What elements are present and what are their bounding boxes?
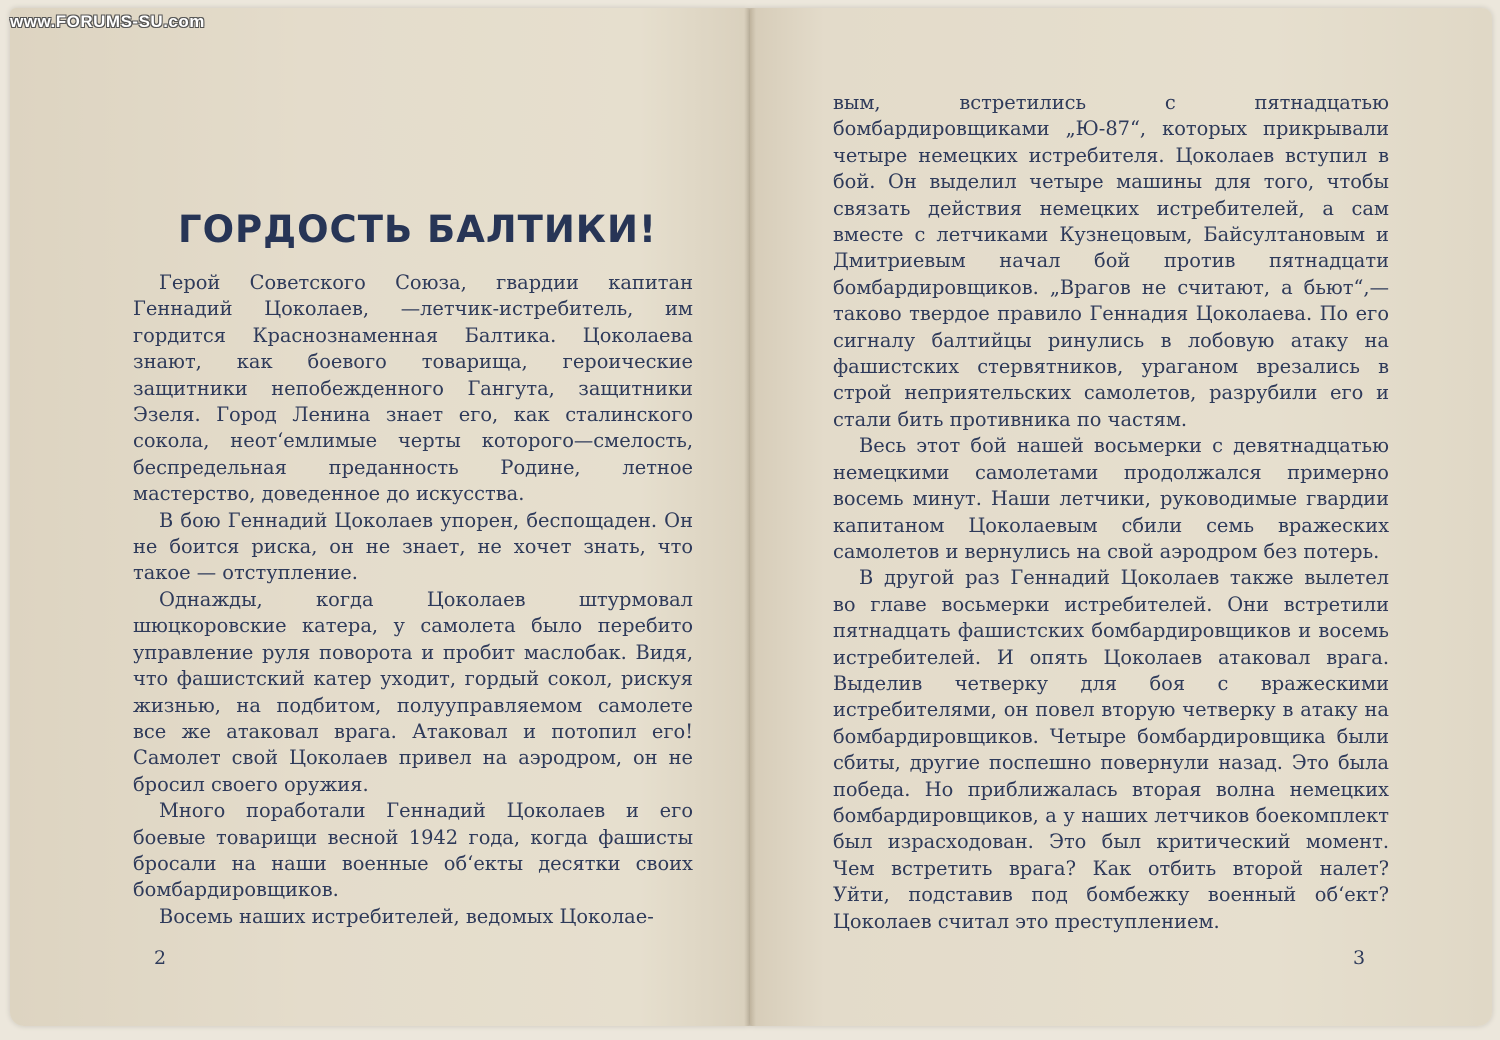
paragraph: В другой раз Геннадий Цоколаев также вылетел во главе восьмерки истребителей. Они встретили пятнадцать фашистских бомбардировщиков и восемь истребителей. И опять Цоколаев атаковал врага. Выделив четверку для боя с вражескими истребителями, он повел вторую четверку в атаку на бомбардировщиков. Четыре бомбардировщика были сбиты, другие поспешно повернули назад. Это была победа. Но приближалась вторая волна немецких бомбардировщиков, а у наших летчиков боекомплект был израсходован. Это был критический момент. Чем встретить врага? Как отбить второй налет? Уйти, подставив под бомбежку военный об‘ект? Цоколаев считал это преступлением. bbox=[833, 566, 1389, 933]
paragraph: Много поработали Геннадий Цоколаев и его боевые товарищи весной 1942 года, когда фашисты бросали на наши военные об‘екты десятки своих бомбардировщиков. bbox=[133, 799, 693, 902]
paragraph: Весь этот бой нашей восьмерки с девятнадцатью немецкими самолетами продолжался примерно восемь минут. Наши летчики, руководимые гвардии капитаном Цоколаевым сбили семь вражеских самолетов и вернулись на свой аэродром без потерь. bbox=[833, 434, 1389, 563]
right-page-body bbox=[833, 90, 1389, 935]
paragraph: Однажды, когда Цоколаев штурмовал шюцкоровские катера, у самолета было перебито управление руля поворота и пробит маслобак. Видя, что фашистский катер уходит, гордый сокол, рискуя жизнью, на подбитом, полууправляемом самолете все же атаковал врага. Атаковал и потопил его! Самолет свой Цоколаев привел на аэродром, он не бросил своего оружия. bbox=[133, 587, 693, 796]
page-number-left: 2 bbox=[154, 947, 167, 969]
left-page-body bbox=[133, 270, 693, 930]
paragraph: Восемь наших истребителей, ведомых Цоколае- bbox=[159, 904, 654, 928]
page-title: ГОРДОСТЬ БАЛТИКИ! bbox=[178, 208, 657, 251]
paragraph: В бою Геннадий Цоколаев упорен, беспощаден. Он не боится риска, он не знает, не хочет знать, что такое — отступление. bbox=[133, 508, 693, 585]
paragraph-continuation: вым, встретились с пятнадцатью бомбардировщиками „Ю-87“, которых прикрывали четыре немецких истребителя. Цоколаев вступил в бой. Он выделил четыре машины для того, чтобы связать действия немецких истребителей, а сам вместе с летчиками Кузнецовым, Байсултановым и Дмитриевым начал бой против пятнадцати бомбардировщиков. „Врагов не считают, а бьют“,—таково твердое правило Геннадия Цоколаева. По его сигналу балтийцы ринулись в лобовую атаку на фашистских стервятников, ураганом врезались в строй неприятельских самолетов, разрубили его и стали бить противника по частям. bbox=[833, 91, 1389, 431]
site-watermark: www.FORUMS-SU.com bbox=[10, 12, 205, 31]
book-gutter bbox=[744, 8, 756, 1026]
paragraph: Герой Советского Союза, гвардии капитан Геннадий Цоколаев, —летчик-истребитель, им гордится Краснознаменная Балтика. Цоколаева знают, как боевого товарища, героические защитники непобежденного Гангута, защитники Эзеля. Город Ленина знает его, как сталинского сокола, неот‘емлимые черты которого—смелость, беспредельная преданность Родине, летное мастерство, доведенное до искусства. bbox=[133, 271, 693, 506]
page-number-right: 3 bbox=[1353, 947, 1366, 969]
